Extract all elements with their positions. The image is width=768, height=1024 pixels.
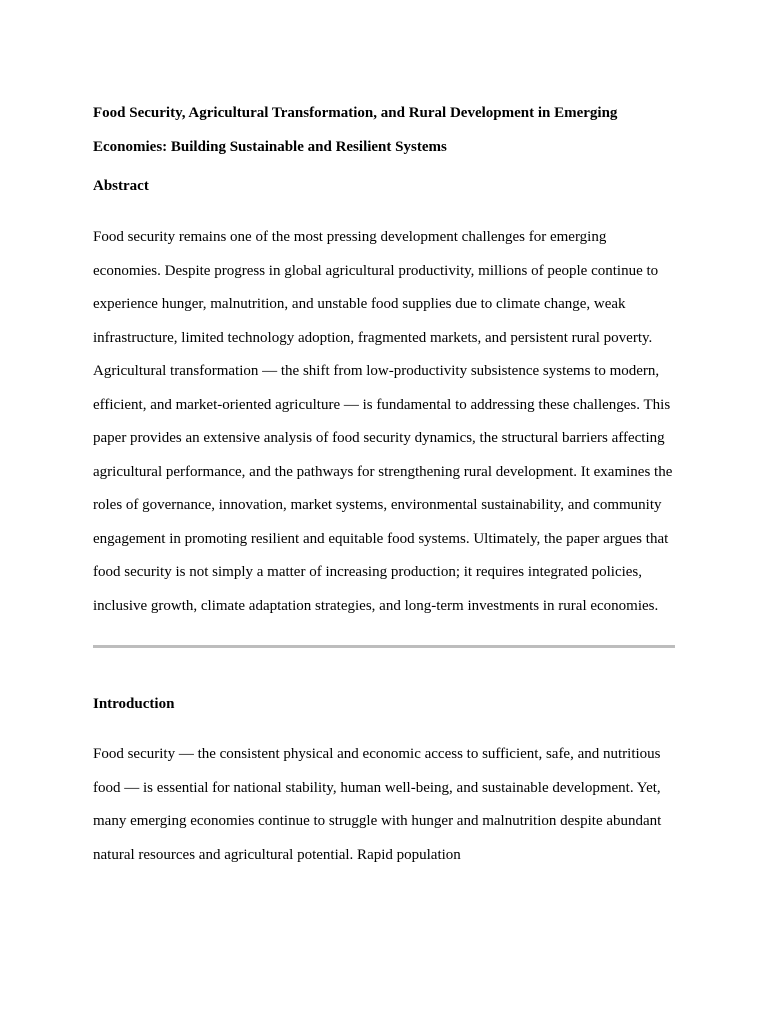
paper-title: Food Security, Agricultural Transformation, and Rural Development in Emerging Economies: Building Sustainable and Resilient Systems (93, 105, 618, 155)
abstract-heading: Abstract (93, 178, 149, 194)
introduction-text: Food security — the consistent physical and economic access to sufficient, safe, and nutritious food — is essential for national stability, human well-being, and sustainable development. Yet, many emerging economies continue to struggle with hunger and malnutrition despite abundant natural resources and agricultural potential. Rapid population (93, 746, 662, 863)
section-divider (93, 645, 675, 648)
introduction-heading: Introduction (93, 696, 175, 712)
document-page (93, 97, 675, 872)
abstract-text: Food security remains one of the most pressing development challenges for emerging economies. Despite progress in global agricultural productivity, millions of people continue to experience hunger, malnutrition, and unstable food supplies due to climate change, weak infrastructure, limited technology adoption, fragmented markets, and persistent rural poverty. Agricultural transformation — the shift from low-productivity subsistence systems to modern, efficient, and market-oriented agriculture — is fundamental to addressing these challenges. This paper provides an extensive analysis of food security dynamics, the structural barriers affecting agricultural performance, and the pathways for strengthening rural development. It examines the roles of governance, innovation, market systems, environmental sustainability, and community engagement in promoting resilient and equitable food systems. Ultimately, the paper argues that food security is not simply a matter of increasing production; it requires integrated policies, inclusive growth, climate adaptation strategies, and long-term investments in rural economies. (93, 229, 673, 614)
